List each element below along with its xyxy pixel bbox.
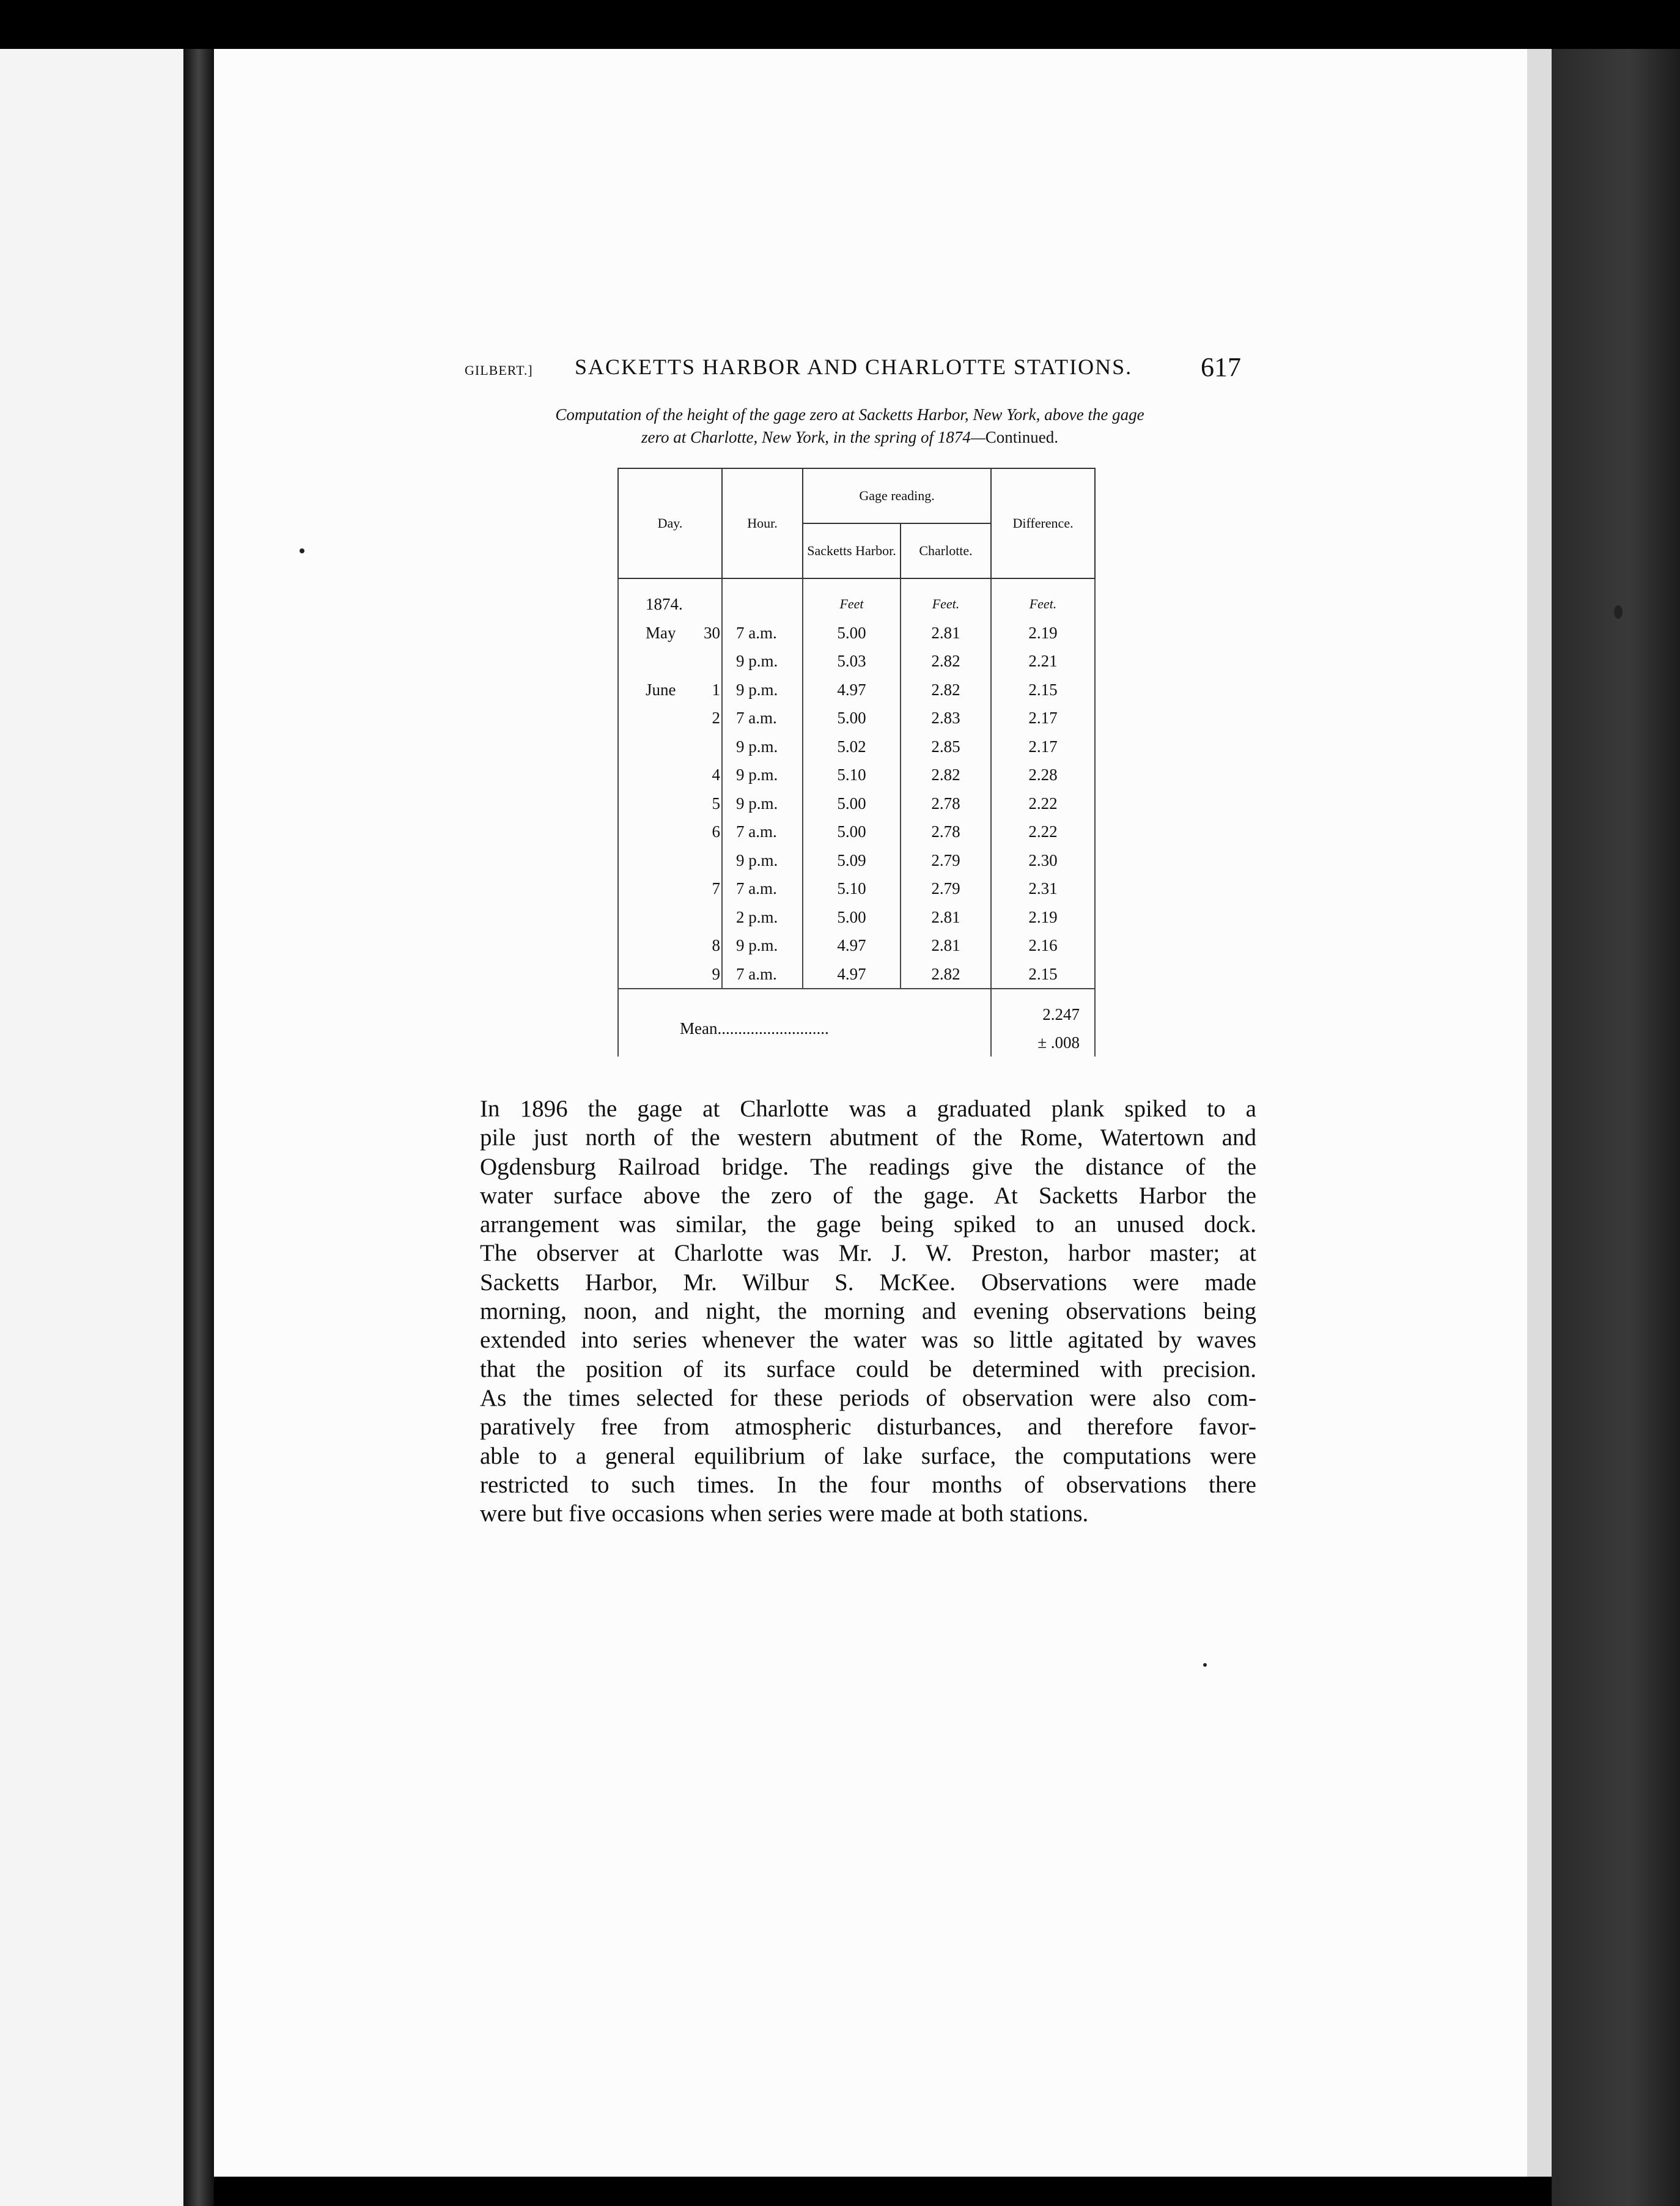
sacketts-cell: 5.10	[803, 874, 901, 903]
difference-cell: 2.17	[991, 704, 1095, 732]
body-line: extended into series whenever the water was so little agitated by waves	[480, 1327, 1256, 1354]
book-gutter	[183, 49, 214, 2206]
hour-cell: 7 a.m.	[722, 817, 803, 846]
header-hour: Hour.	[722, 468, 803, 578]
day-number: 30	[704, 623, 720, 642]
header-gage-reading: Gage reading.	[803, 468, 991, 523]
body-line: Ogdensburg Railroad bridge. The readings give the distance of the	[480, 1153, 1256, 1180]
caption-line-2: zero at Charlotte, New York, in the spring of 1874—	[641, 428, 986, 446]
mean-value: 2.247	[1042, 1005, 1080, 1024]
sacketts-cell: 5.00	[803, 817, 901, 846]
sacketts-cell: 4.97	[803, 676, 901, 704]
charlotte-cell: 2.78	[901, 817, 991, 846]
table-row	[618, 761, 1095, 789]
sacketts-cell: 5.09	[803, 846, 901, 875]
sacketts-cell: 4.97	[803, 960, 901, 989]
difference-cell: 2.28	[991, 761, 1095, 789]
mean-row	[618, 989, 1095, 1057]
book-cover-edge	[1552, 49, 1680, 2206]
table-row	[618, 732, 1095, 761]
body-line: pile just north of the western abutment of the Rome, Watertown and	[480, 1124, 1256, 1151]
difference-cell: 2.17	[991, 732, 1095, 761]
body-line: able to a general equilibrium of lake surface, the computations were	[480, 1442, 1256, 1469]
day-cell	[618, 903, 722, 932]
scan-speck	[300, 548, 304, 553]
difference-cell: 2.22	[991, 817, 1095, 846]
unit-cell-sacketts: Feet	[803, 578, 901, 619]
sacketts-cell: 4.97	[803, 931, 901, 960]
table-row	[618, 903, 1095, 932]
day-number: 7	[712, 879, 720, 898]
table-row	[618, 846, 1095, 875]
day-number: 1	[712, 680, 720, 699]
table-row	[618, 960, 1095, 989]
charlotte-cell: 2.81	[901, 619, 991, 647]
mean-values	[991, 989, 1095, 1057]
body-line: paratively free from atmospheric disturbances, and therefore favor-	[480, 1414, 1256, 1441]
table-caption	[452, 404, 1247, 449]
scan-speck	[1203, 1663, 1207, 1667]
day-cell	[618, 619, 722, 647]
header-day: Day.	[618, 468, 722, 578]
day-cell	[618, 817, 722, 846]
charlotte-cell: 2.85	[901, 732, 991, 761]
page-number: 617	[1201, 352, 1241, 382]
body-line: In 1896 the gage at Charlotte was a graduated plank spiked to a	[480, 1096, 1256, 1122]
day-cell	[618, 761, 722, 789]
hour-cell: 7 a.m.	[722, 704, 803, 732]
table-row	[618, 817, 1095, 846]
hour-cell: 2 p.m.	[722, 903, 803, 932]
body-line: were but five occasions when series were made at both stations.	[480, 1500, 1089, 1527]
mean-error: ± .008	[1037, 1033, 1080, 1052]
sacketts-cell: 5.10	[803, 761, 901, 789]
running-header	[465, 352, 1241, 388]
month-label: May	[646, 623, 676, 642]
difference-cell: 2.19	[991, 903, 1095, 932]
day-number: 6	[712, 822, 720, 841]
hour-cell: 9 p.m.	[722, 761, 803, 789]
caption-line-1: Computation of the height of the gage zero at Sacketts Harbor, New York, above the gage	[555, 405, 1144, 424]
charlotte-cell: 2.82	[901, 676, 991, 704]
charlotte-cell: 2.82	[901, 761, 991, 789]
body-line: restricted to such times. In the four months of observations there	[480, 1471, 1256, 1498]
year-cell: 1874.	[618, 578, 722, 619]
unit-cell-charlotte: Feet.	[901, 578, 991, 619]
day-cell	[618, 931, 722, 960]
sacketts-cell: 5.02	[803, 732, 901, 761]
day-cell	[618, 676, 722, 704]
unit-cell-hour	[722, 578, 803, 619]
day-cell	[618, 732, 722, 761]
difference-cell: 2.15	[991, 676, 1095, 704]
table-row	[618, 647, 1095, 676]
sacketts-cell: 5.00	[803, 704, 901, 732]
table-row	[618, 619, 1095, 647]
table-row	[618, 789, 1095, 818]
sacketts-cell: 5.00	[803, 789, 901, 818]
table-row	[618, 676, 1095, 704]
gage-table	[617, 468, 1094, 1064]
running-title: SACKETTS HARBOR AND CHARLOTTE STATIONS.	[575, 355, 1133, 379]
body-paragraph	[480, 1094, 1256, 1528]
month-label: June	[646, 680, 676, 699]
page-edge	[1527, 49, 1552, 2177]
difference-cell: 2.22	[991, 789, 1095, 818]
day-cell	[618, 647, 722, 676]
sacketts-cell: 5.03	[803, 647, 901, 676]
hour-cell: 9 p.m.	[722, 789, 803, 818]
charlotte-cell: 2.79	[901, 874, 991, 903]
day-number: 2	[712, 709, 720, 727]
difference-cell: 2.30	[991, 846, 1095, 875]
charlotte-cell: 2.82	[901, 647, 991, 676]
body-line: that the position of its surface could be determined with precision.	[480, 1356, 1256, 1382]
day-number: 5	[712, 794, 720, 813]
table-row	[618, 704, 1095, 732]
unit-cell-difference: Feet.	[991, 578, 1095, 619]
charlotte-cell: 2.82	[901, 960, 991, 989]
day-cell	[618, 846, 722, 875]
hour-cell: 9 p.m.	[722, 732, 803, 761]
day-cell	[618, 704, 722, 732]
difference-cell: 2.31	[991, 874, 1095, 903]
body-line: morning, noon, and night, the morning and evening observations being	[480, 1298, 1256, 1325]
caption-continued: Continued.	[985, 428, 1059, 446]
author-tag: GILBERT.]	[465, 363, 533, 378]
left-page-edge	[0, 49, 183, 2206]
day-cell	[618, 960, 722, 989]
hour-cell: 9 p.m.	[722, 676, 803, 704]
difference-cell: 2.19	[991, 619, 1095, 647]
difference-cell: 2.16	[991, 931, 1095, 960]
header-charlotte: Charlotte.	[901, 523, 991, 578]
day-number: 4	[712, 765, 720, 784]
header-difference: Difference.	[991, 468, 1095, 578]
body-line: Sacketts Harbor, Mr. Wilbur S. McKee. Observations were made	[480, 1269, 1256, 1296]
header-sacketts: Sacketts Harbor.	[803, 523, 901, 578]
charlotte-cell: 2.78	[901, 789, 991, 818]
hour-cell: 7 a.m.	[722, 619, 803, 647]
day-number: 8	[712, 936, 720, 954]
body-line: As the times selected for these periods of observation were also com-	[480, 1384, 1256, 1411]
charlotte-cell: 2.81	[901, 931, 991, 960]
table-row	[618, 931, 1095, 960]
sacketts-cell: 5.00	[803, 903, 901, 932]
charlotte-cell: 2.79	[901, 846, 991, 875]
charlotte-cell: 2.81	[901, 903, 991, 932]
day-cell	[618, 874, 722, 903]
body-line: The observer at Charlotte was Mr. J. W. Preston, harbor master; at	[480, 1240, 1256, 1267]
hour-cell: 7 a.m.	[722, 874, 803, 903]
table-row	[618, 874, 1095, 903]
day-number: 9	[712, 964, 720, 983]
hour-cell: 9 p.m.	[722, 846, 803, 875]
hour-cell: 7 a.m.	[722, 960, 803, 989]
mean-label: Mean...........................	[618, 989, 991, 1057]
table-units-row	[618, 578, 1095, 619]
body-line: arrangement was similar, the gage being spiked to an unused dock.	[480, 1211, 1256, 1238]
charlotte-cell: 2.83	[901, 704, 991, 732]
hour-cell: 9 p.m.	[722, 931, 803, 960]
day-cell	[618, 789, 722, 818]
scan-speck	[1614, 605, 1623, 619]
body-line: water surface above the zero of the gage. At Sacketts Harbor the	[480, 1182, 1256, 1209]
hour-cell: 9 p.m.	[722, 647, 803, 676]
difference-cell: 2.15	[991, 960, 1095, 989]
difference-cell: 2.21	[991, 647, 1095, 676]
sacketts-cell: 5.00	[803, 619, 901, 647]
